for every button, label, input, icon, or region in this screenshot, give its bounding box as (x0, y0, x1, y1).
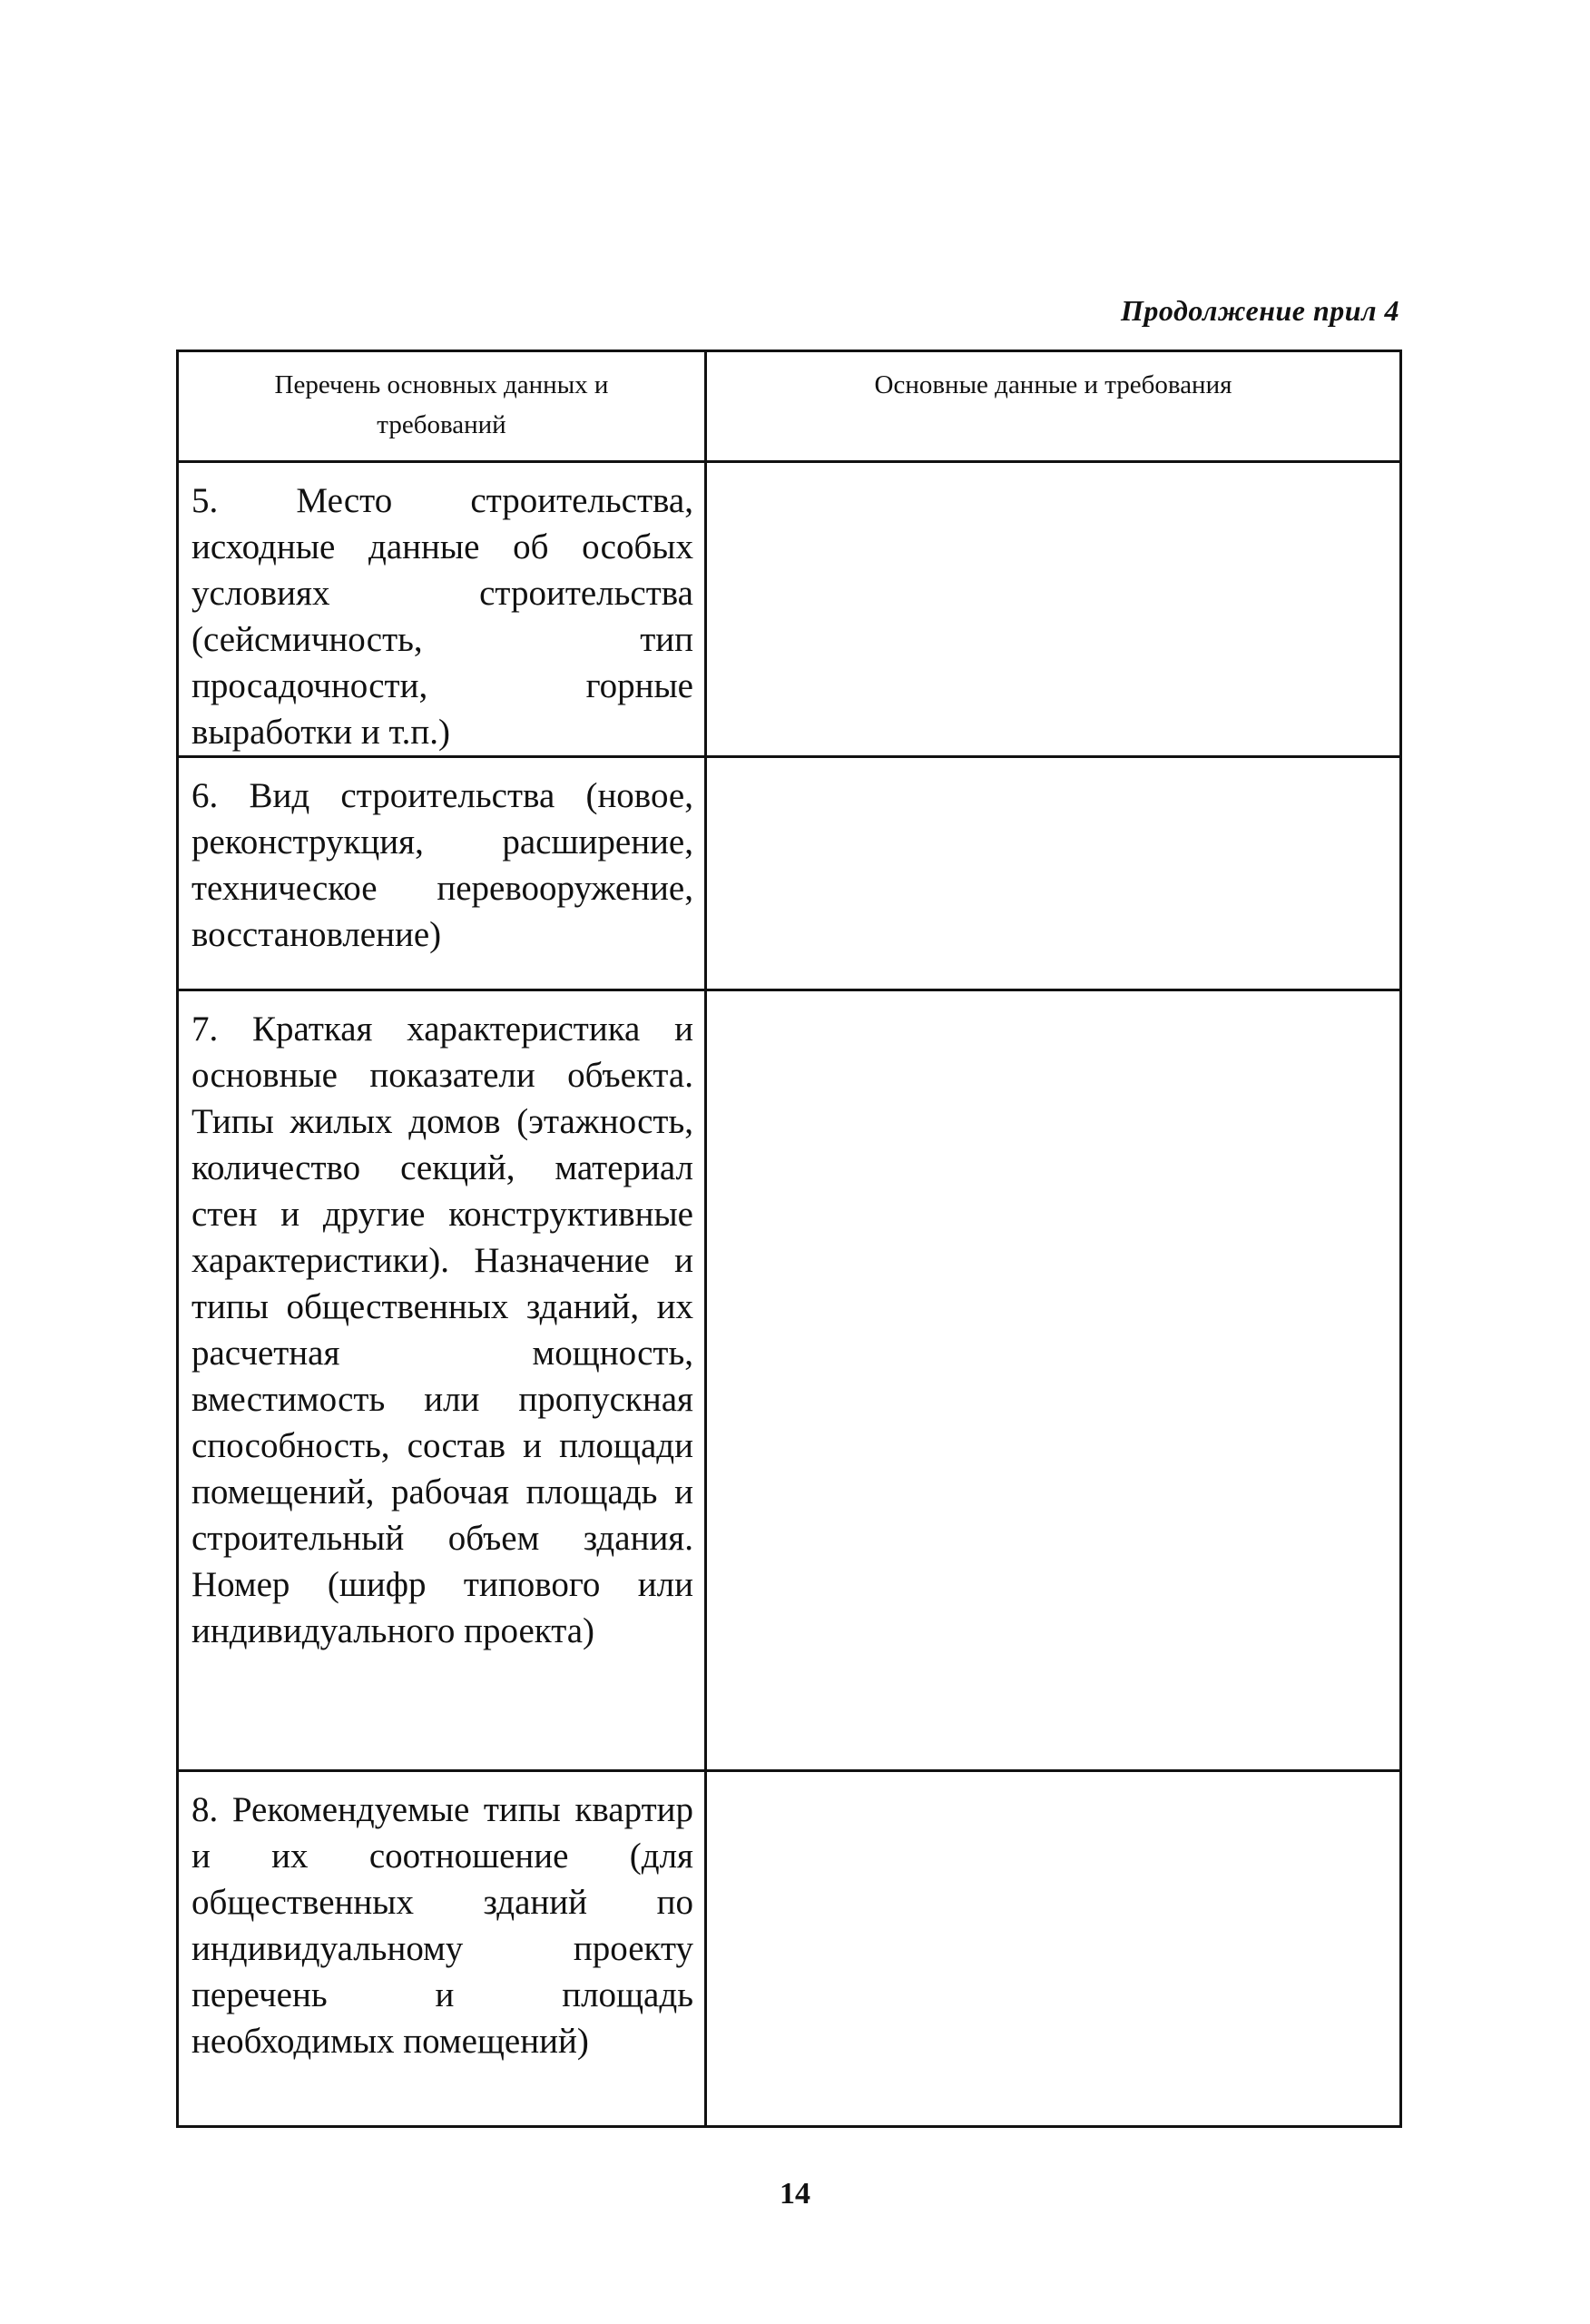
row-value-6 (706, 757, 1401, 990)
row-value-8 (706, 1771, 1401, 2127)
column-header-list: Перечень основных данных и требований (178, 351, 706, 462)
table-row (178, 757, 1401, 990)
continuation-label: Продолжение прил 4 (1121, 294, 1399, 327)
table-header-row (178, 351, 1401, 462)
column-header-data: Основные данные и требования (706, 351, 1401, 462)
table-row (178, 1771, 1401, 2127)
row-value-5 (706, 462, 1401, 757)
page-number: 14 (780, 2177, 810, 2211)
requirements-table (176, 350, 1402, 2128)
table-row (178, 462, 1401, 757)
table-row (178, 990, 1401, 1771)
row-item-5: 5. Место строительства, исходные данные об особых условиях строительства (сейсмичность, тип просадочности, горные выработки и т.п.) (178, 462, 706, 757)
row-item-8: 8. Рекомендуемые типы квартир и их соотношение (для общественных зданий по индивидуальному проекту перечень и площадь необходимых помещений) (178, 1771, 706, 2127)
row-value-7 (706, 990, 1401, 1771)
row-item-6: 6. Вид строительства (новое, реконструкция, расширение, техническое перевооружение, восстановление) (178, 757, 706, 990)
row-item-7: 7. Краткая характеристика и основные показатели объекта. Типы жилых домов (этажность, количество секций, материал стен и другие конструктивные характеристики). Назначение и типы общественных зданий, их расчетная мощность, вместимость или пропускная способность, состав и площади помещений, рабочая площадь и строительный объем здания. Номер (шифр типового или индивидуального проекта) (178, 990, 706, 1771)
